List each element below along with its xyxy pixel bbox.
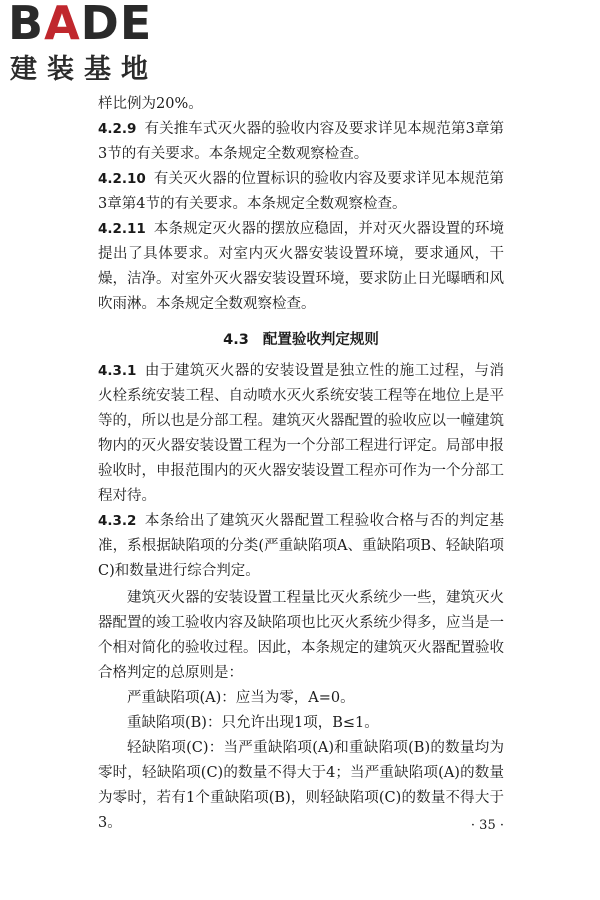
clause-4-2-11: 4.2.11 本条规定灭火器的摆放应稳固，并对灭火器设置的环境提出了具体要求。对室内灭火器安装设置环境，要求通风，干燥，洁净。对室外灭火器安装设置环境，要求防止日光曝晒和风吹雨淋。本条规定全数观察检查。 <box>98 221 504 312</box>
rule-b: 重缺陷项(B)：只允许出现1项，B≤1。 <box>127 715 379 731</box>
bade-logo <box>8 0 183 92</box>
clause-4-2-9: 4.2.9 有关推车式灭火器的验收内容及要求详见本规范第3章第3节的有关要求。本条规定全数观察检查。 <box>98 121 504 162</box>
page-number: · 35 · <box>470 818 504 833</box>
clause-number: 4.2.10 <box>98 171 146 187</box>
logo-wordmark: BADE <box>8 0 153 50</box>
clause-number: 4.3.1 <box>98 363 137 379</box>
clause-4-3-2: 4.3.2 本条给出了建筑灭火器配置工程验收合格与否的判定基准，系根据缺陷项的分类(严重缺陷项A、重缺陷项B、轻缺陷项C)和数量进行综合判定。 <box>98 513 504 579</box>
logo-subtitle: 建装基地 <box>10 54 158 85</box>
paragraph-continued: 样比例为20%。 <box>98 96 203 112</box>
clause-number: 4.2.9 <box>98 121 137 137</box>
clause-number: 4.2.11 <box>98 221 146 237</box>
clause-4-3-1: 4.3.1 由于建筑灭火器的安装设置是独立性的施工过程，与消火栓系统安装工程、自动喷水灭火系统安装工程等在地位上是平等的，所以也是分部工程。建筑灭火器配置的验收应以一幢建筑物内的灭火器安装设置工程为一个分部工程进行评定。局部申报验收时，申报范围内的灭火器安装设置工程亦可作为一个分部工程对待。 <box>98 363 504 504</box>
rule-c: 轻缺陷项(C)：当严重缺陷项(A)和重缺陷项(B)的数量均为零时，轻缺陷项(C)的数量不得大于4；当严重缺陷项(A)的数量为零时，若有1个重缺陷项(B)，则轻缺陷项(C)的数量不得大于3。 <box>98 740 504 831</box>
rule-a: 严重缺陷项(A)：应当为零，A=0。 <box>127 690 355 706</box>
clause-4-2-10: 4.2.10 有关灭火器的位置标识的验收内容及要求详见本规范第3章第4节的有关要求。本条规定全数观察检查。 <box>98 171 504 212</box>
paragraph: 建筑灭火器的安装设置工程量比灭火系统少一些，建筑灭火器配置的竣工验收内容及缺陷项也比灭火系统少得多，应当是一个相对简化的验收过程。因此，本条规定的建筑灭火器配置验收合格判定的总原则是： <box>98 590 504 681</box>
document-body <box>98 92 504 836</box>
section-heading: 4.3 配置验收判定规则 <box>223 331 379 348</box>
clause-number: 4.3.2 <box>98 513 137 529</box>
